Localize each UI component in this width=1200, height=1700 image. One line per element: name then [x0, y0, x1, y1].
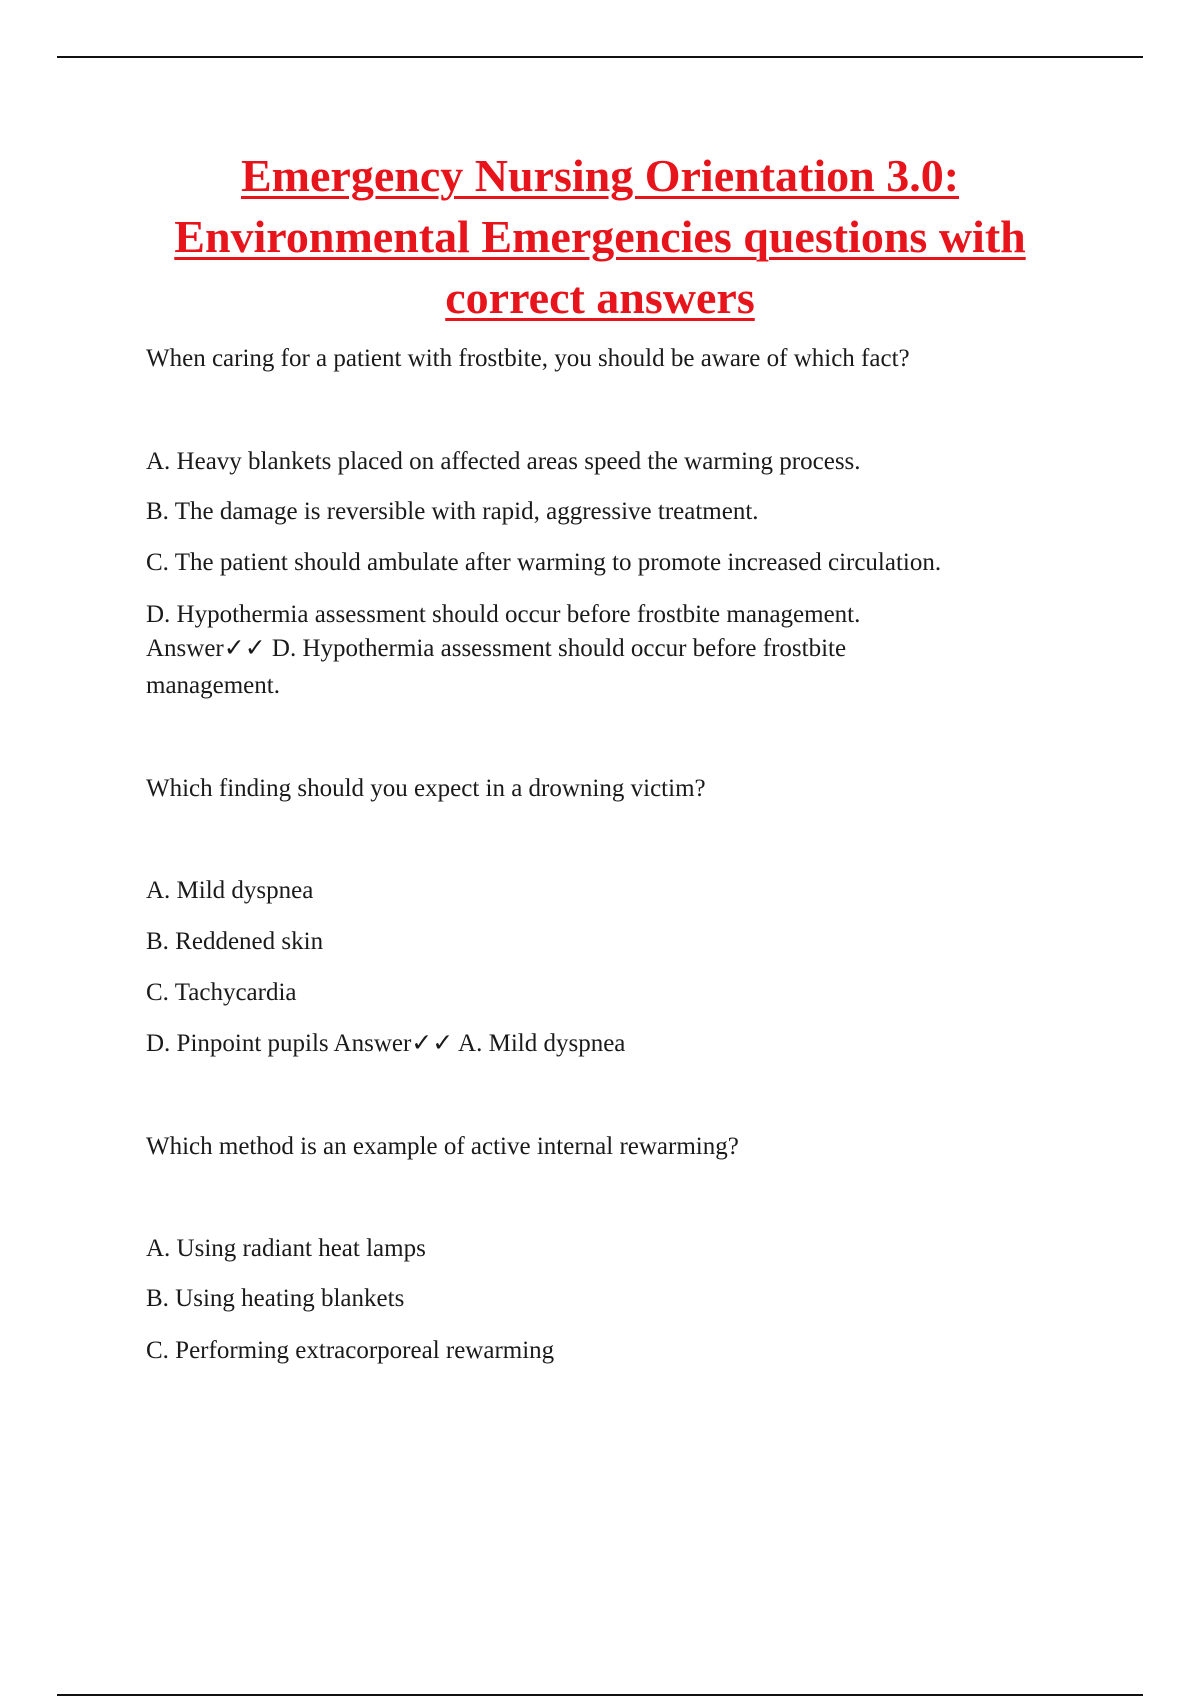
question-1-prompt: When caring for a patient with frostbite, you should be aware of which fact?	[146, 345, 910, 372]
question-2-option-a: A. Mild dyspnea	[146, 877, 314, 904]
question-1-option-d: D. Hypothermia assessment should occur before frostbite management.	[146, 601, 861, 628]
question-1-answer-line-2: management.	[146, 672, 280, 699]
question-2-option-c: C. Tachycardia	[146, 979, 297, 1006]
document-title	[120, 145, 1080, 328]
question-3-option-b: B. Using heating blankets	[146, 1285, 405, 1312]
question-1-option-a: A. Heavy blankets placed on affected areas speed the warming process.	[146, 448, 861, 475]
title-line-2: Environmental Emergencies questions with	[174, 211, 1026, 262]
top-rule	[57, 56, 1143, 58]
question-1-answer-line-1: Answer✓✓ D. Hypothermia assessment should occur before frostbite	[146, 635, 847, 662]
title-line-1: Emergency Nursing Orientation 3.0:	[240, 150, 960, 201]
question-3-option-a: A. Using radiant heat lamps	[146, 1235, 426, 1262]
question-3-prompt: Which method is an example of active internal rewarming?	[146, 1133, 739, 1160]
title-line-3: correct answers	[445, 272, 755, 323]
bottom-rule	[57, 1694, 1143, 1696]
question-1-option-c: C. The patient should ambulate after warming to promote increased circulation.	[146, 549, 942, 576]
question-2-prompt: Which finding should you expect in a drowning victim?	[146, 775, 706, 802]
question-1-option-b: B. The damage is reversible with rapid, aggressive treatment.	[146, 498, 759, 525]
question-2-option-d: D. Pinpoint pupils Answer✓✓ A. Mild dyspnea	[146, 1030, 626, 1057]
question-2-option-b: B. Reddened skin	[146, 928, 324, 955]
question-3-option-c: C. Performing extracorporeal rewarming	[146, 1337, 555, 1364]
